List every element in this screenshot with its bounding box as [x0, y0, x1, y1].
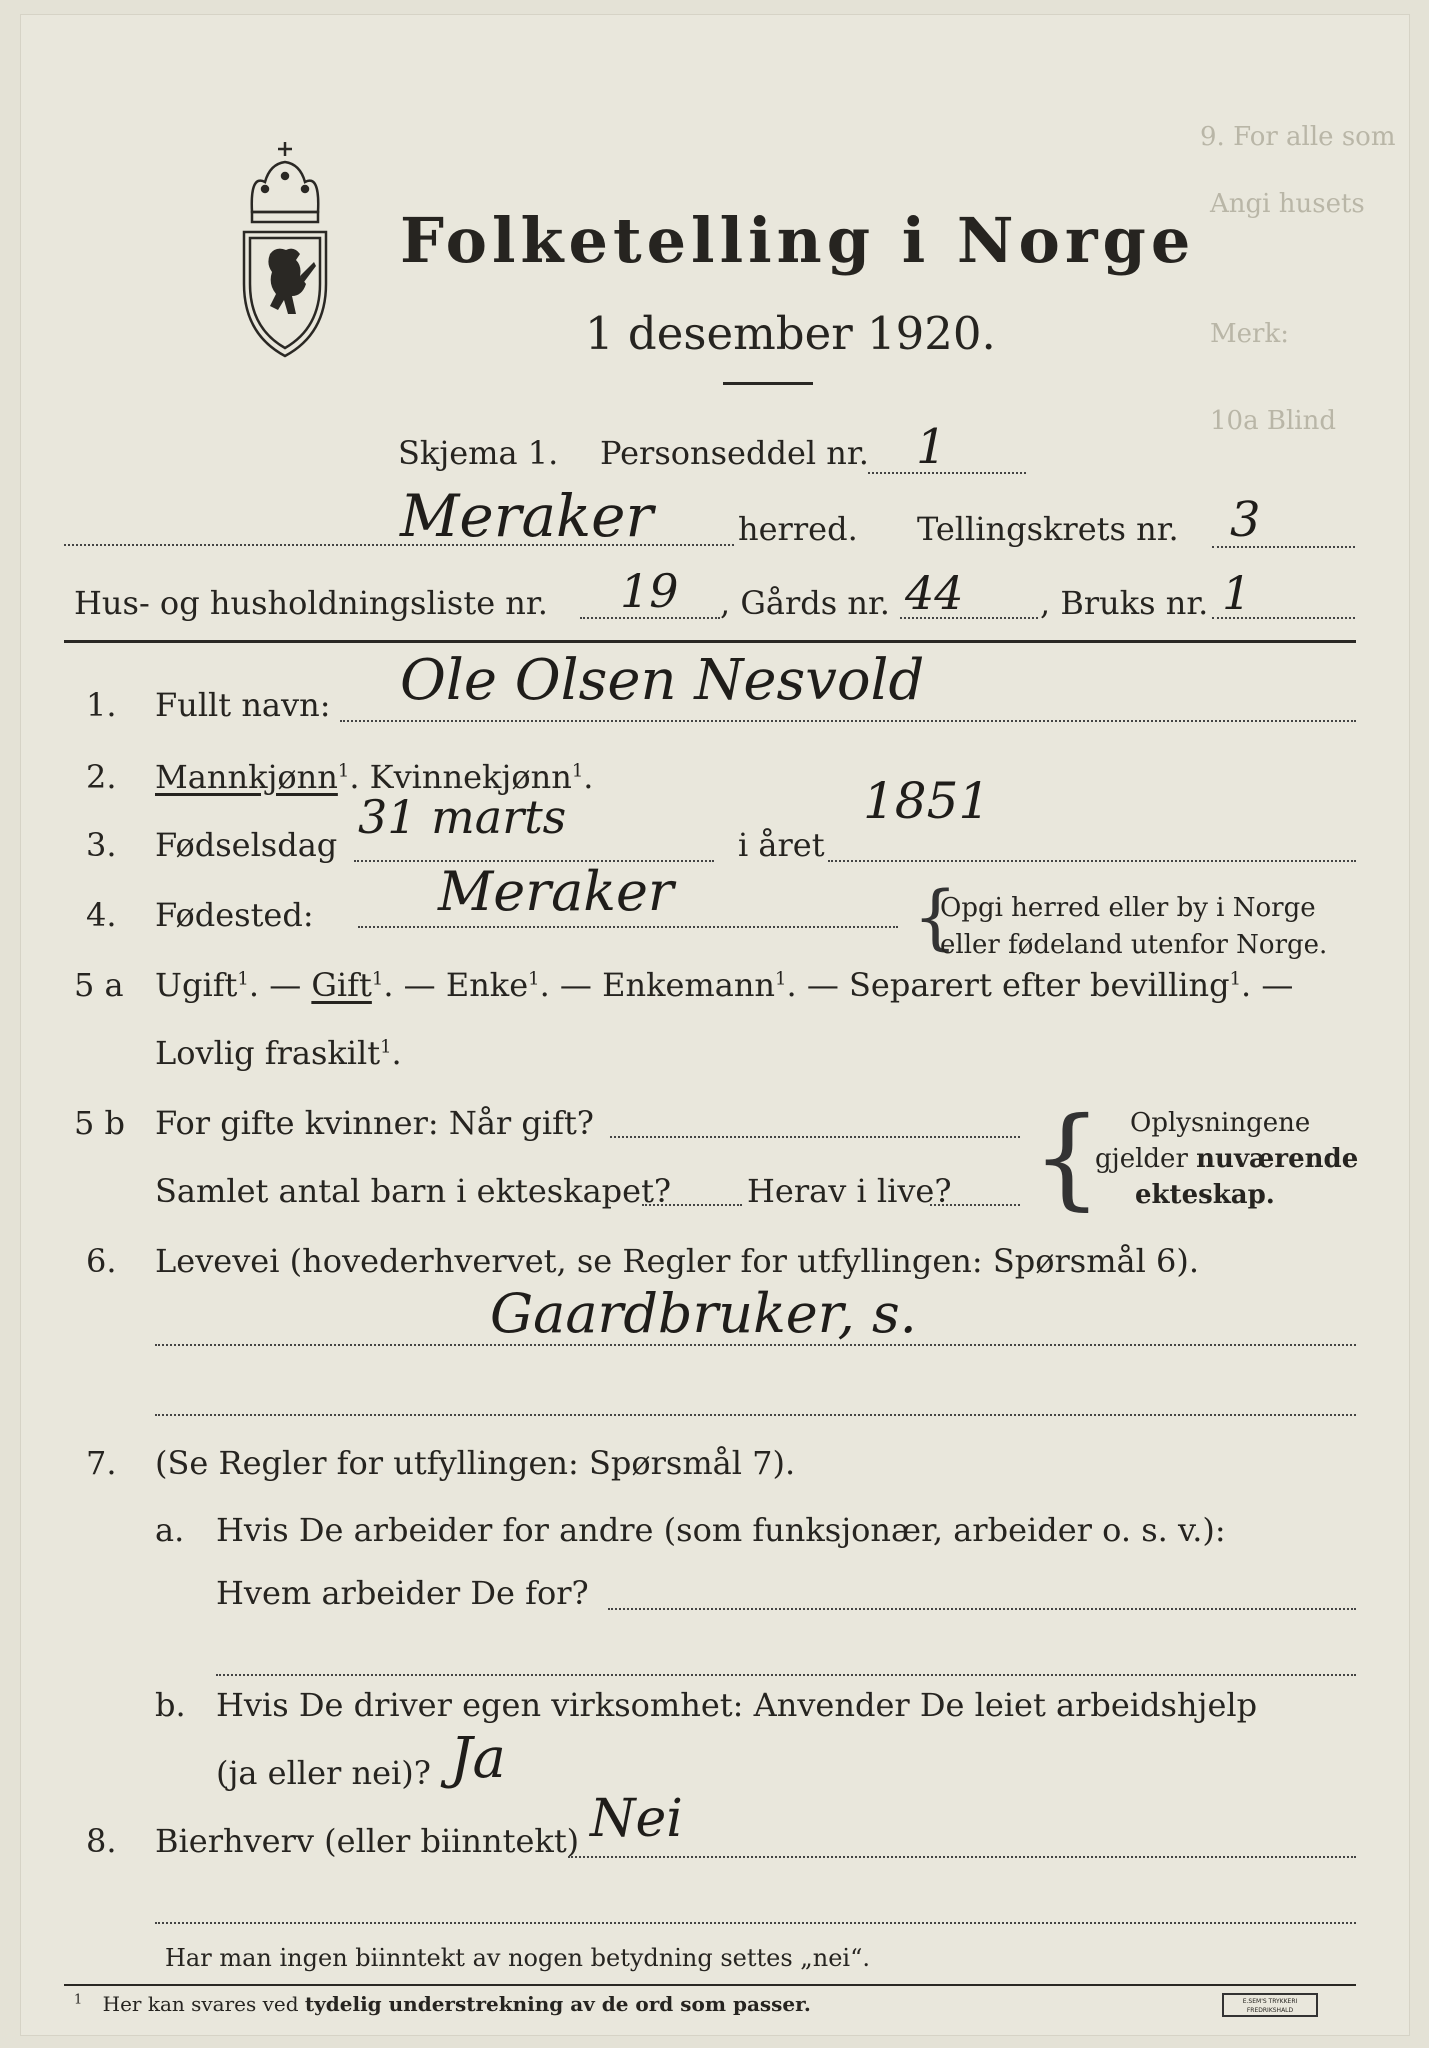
marriage-note-line2: [1095, 1144, 1358, 1174]
option-enkemann[interactable]: Enkemann: [602, 966, 776, 1004]
printer-stamp: [1222, 1993, 1318, 2017]
separator: . —: [539, 966, 603, 1004]
option-enke[interactable]: Enke: [445, 966, 529, 1004]
option-separert[interactable]: Separert efter bevilling: [849, 966, 1230, 1004]
personseddel-field-line: [868, 472, 1026, 474]
side-income-value[interactable]: Nei: [590, 1789, 683, 1849]
married-when-field-line: [610, 1136, 1020, 1138]
q6-number: 6.: [86, 1242, 117, 1280]
birthplace-value[interactable]: Meraker: [438, 860, 674, 923]
side-income-label: Bierhverv (eller biinntekt): [155, 1822, 580, 1860]
q1-number: 1.: [86, 686, 117, 724]
full-name-field-line: [340, 720, 1356, 722]
birthday-value[interactable]: 31 marts: [358, 790, 567, 844]
q7b-letter: b.: [155, 1686, 186, 1724]
footnote-ref: 1: [337, 760, 350, 782]
q7a-letter: a.: [155, 1511, 185, 1549]
children-alive-field-line: [930, 1204, 1020, 1206]
side-income-field-line: [568, 1856, 1356, 1858]
herred-label: herred.: [738, 510, 858, 548]
separator: .: [391, 1034, 402, 1072]
marital-options-row1: [155, 966, 1293, 1004]
marital-options-row2: [155, 1034, 402, 1072]
birthplace-note-brace: {: [913, 876, 958, 958]
hired-help-value[interactable]: Ja: [450, 1726, 506, 1791]
occupation-label: Levevei (hovederhvervet, se Regler for utfyllingen: Spørsmål 6).: [155, 1242, 1200, 1280]
bleed-through-mark: Merk:: [1210, 319, 1289, 349]
herred-value[interactable]: Meraker: [400, 482, 654, 550]
separator: . —: [383, 966, 446, 1004]
q8-number: 8.: [86, 1822, 117, 1860]
skjema-label: Skjema 1.: [398, 434, 559, 472]
birthplace-field-line: [358, 926, 898, 928]
footnote-text-a: Her kan svares ved: [102, 1992, 299, 2016]
employer-label: Hvem arbeider De for?: [216, 1574, 589, 1612]
title-divider: [723, 382, 813, 385]
birthday-label: Fødselsdag: [155, 826, 338, 864]
married-when-label: For gifte kvinner: Når gift?: [155, 1104, 594, 1142]
bleed-through-mark: Angi husets: [1210, 189, 1365, 219]
footnote-divider: [64, 1984, 1356, 1986]
footnote-ref: 1: [775, 968, 787, 990]
footnote-ref: 1: [380, 1036, 392, 1058]
printer-stamp-line2: FREDRIKSHALD: [1246, 2007, 1294, 2014]
marriage-note-line3: ekteskap.: [1135, 1180, 1275, 1210]
birth-year-value[interactable]: 1851: [863, 772, 991, 830]
coat-of-arms-icon: [230, 134, 340, 364]
footnote-ref: 1: [528, 968, 540, 990]
employer-field-line: [608, 1608, 1356, 1610]
birthplace-label: Fødested:: [155, 896, 314, 934]
occupation-field-line-2: [155, 1414, 1356, 1416]
personseddel-label: Personseddel nr.: [600, 434, 869, 472]
nei-note: Har man ingen biinntekt av nogen betydning settes „nei“.: [165, 1944, 870, 1972]
footnote-ref: 1: [237, 968, 249, 990]
side-income-field-line-2: [155, 1922, 1356, 1924]
footnote-ref: 1: [1229, 968, 1242, 990]
marriage-note-nuvaerende: nuværende: [1196, 1144, 1359, 1174]
hired-help-label: (ja eller nei)?: [216, 1754, 431, 1792]
q7a-label: Hvis De arbeider for andre (som funksjonær, arbeider o. s. v.):: [216, 1511, 1226, 1549]
separator: . —: [1241, 966, 1294, 1004]
q3-number: 3.: [86, 826, 117, 864]
option-mannkjonn[interactable]: Mannkjønn: [155, 758, 338, 796]
q4-number: 4.: [86, 896, 117, 934]
marriage-note-gjelder: gjelder: [1095, 1144, 1188, 1174]
occupation-value[interactable]: Gaardbruker, s.: [490, 1282, 917, 1345]
form-date: 1 desember 1920.: [585, 307, 996, 360]
birthplace-note-line2: eller fødeland utenfor Norge.: [940, 930, 1328, 960]
header-divider: [64, 640, 1356, 643]
tellingskrets-label: Tellingskrets nr.: [917, 510, 1179, 548]
tellingskrets-value[interactable]: 3: [1230, 492, 1261, 548]
option-kvinnekjonn[interactable]: Kvinnekjønn: [369, 758, 572, 796]
separator: .: [583, 758, 594, 796]
birthplace-note-line1: Opgi herred eller by i Norge: [940, 893, 1316, 923]
separator: .: [349, 758, 360, 796]
q7-label: (Se Regler for utfyllingen: Spørsmål 7).: [155, 1444, 796, 1482]
children-total-field-line: [642, 1204, 742, 1206]
bruks-label: , Bruks nr.: [1040, 584, 1209, 622]
hus-label: Hus- og husholdningsliste nr.: [74, 584, 548, 622]
marriage-note-line1: Oplysningene: [1130, 1108, 1311, 1138]
footnote-text-b: tydelig understrekning av de ord som passer.: [304, 1992, 811, 2016]
bleed-through-mark: 9. For alle som: [1200, 122, 1396, 152]
gards-label: , Gårds nr.: [720, 584, 890, 622]
q5a-number: 5 a: [74, 966, 124, 1004]
option-ugift[interactable]: Ugift: [155, 966, 238, 1004]
full-name-value[interactable]: Ole Olsen Nesvold: [400, 648, 925, 713]
gards-value[interactable]: 44: [905, 566, 964, 620]
hus-value[interactable]: 19: [620, 564, 679, 618]
birth-year-label: i året: [738, 826, 825, 864]
option-lovlig-fraskilt[interactable]: Lovlig fraskilt: [155, 1034, 381, 1072]
separator: . —: [248, 966, 312, 1004]
q5b-number: 5 b: [74, 1104, 126, 1142]
footnote-mark: 1: [74, 1992, 83, 2008]
form-title: Folketelling i Norge: [400, 204, 1196, 277]
q7b-label: Hvis De driver egen virksomhet: Anvender De leiet arbeidshjelp: [216, 1686, 1258, 1724]
printer-stamp-line1: E.SEM'S TRYKKERI: [1242, 1998, 1298, 2005]
birth-year-field-line: [828, 860, 1356, 862]
footnote: [74, 1992, 811, 2016]
bruks-value[interactable]: 1: [1222, 566, 1252, 620]
option-gift[interactable]: Gift: [311, 966, 372, 1004]
census-form: [20, 14, 1410, 2036]
children-alive-label: Herav i live?: [747, 1172, 952, 1210]
occupation-field-line-1: [155, 1344, 1356, 1346]
full-name-label: Fullt navn:: [155, 686, 331, 724]
employer-field-line-2: [216, 1674, 1356, 1676]
q2-number: 2.: [86, 758, 117, 796]
marriage-note-brace: {: [1032, 1093, 1102, 1221]
footnote-ref: 1: [571, 760, 584, 782]
bleed-through-mark: 10a Blind: [1210, 406, 1336, 436]
personseddel-value[interactable]: 1: [916, 419, 947, 475]
children-total-label: Samlet antal barn i ekteskapet?: [155, 1172, 672, 1210]
footnote-ref: 1: [371, 968, 384, 990]
separator: . —: [786, 966, 849, 1004]
q7-number: 7.: [86, 1444, 117, 1482]
